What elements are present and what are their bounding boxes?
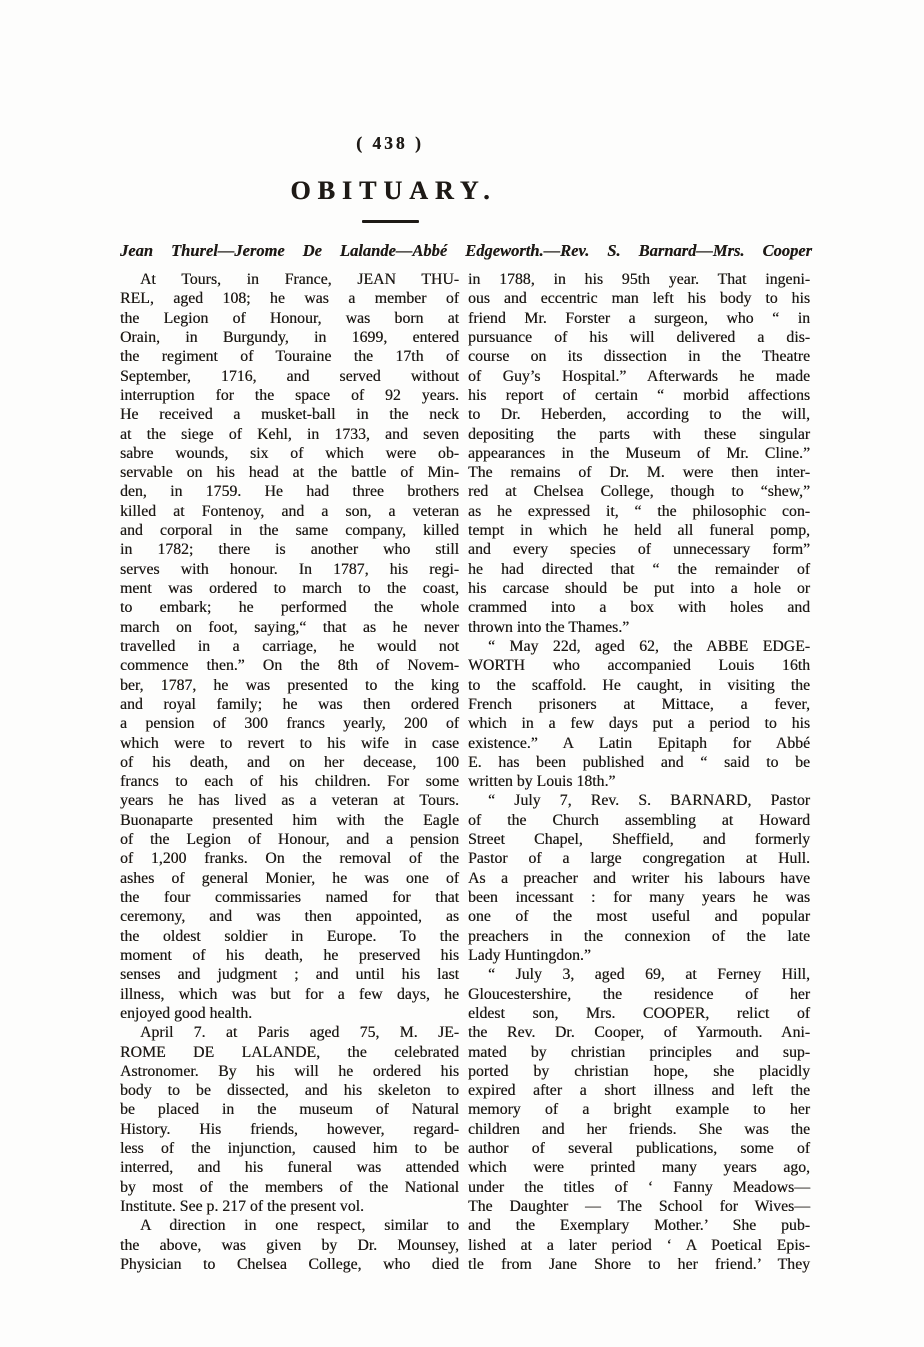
text-line: preachers in the connexion of the late: [468, 927, 810, 945]
text-line: one of the most useful and popular: [468, 908, 810, 926]
text-line: killed at Fontenoy, and a son, a veteran: [120, 502, 459, 520]
text-line: memory of a bright example to her: [468, 1101, 810, 1119]
text-line: the four commissaries named for that: [120, 889, 459, 906]
text-line: “ July 7, Rev. S. BARNARD, Pastor: [488, 792, 810, 810]
text-line: as he expressed it, “ the philosophic con-: [468, 502, 810, 520]
text-line: of 1,200 franks. On the removal of the: [120, 850, 459, 868]
paragraph: [120, 1023, 459, 1216]
text-line: illness, which was but for a few days, he: [120, 985, 459, 1003]
text-line: Astronomer. By his will he ordered his: [120, 1062, 459, 1080]
text-line: depositing the parts with these singular: [468, 425, 810, 443]
text-line: September, 1716, and served without: [120, 367, 459, 385]
text-line: less of the injunction, caused him to be: [120, 1140, 459, 1158]
text-line: the regiment of Touraine the 17th of: [120, 348, 459, 366]
text-line: and royal family; he was then ordered: [120, 695, 459, 713]
paragraph: [120, 1216, 459, 1274]
text-line: ported by christian hope, she placidly: [468, 1062, 810, 1080]
page-header: [44, 133, 736, 223]
page-content: [120, 0, 812, 1274]
text-line: in 1788, in his 95th year. That ingeni-: [468, 271, 810, 288]
text-line: ment was ordered to march to the coast,: [120, 580, 459, 597]
left-column: [120, 270, 459, 1274]
text-line: at the siege of Kehl, in 1733, and seven: [120, 425, 459, 443]
text-line: the above, was given by Dr. Mounsey,: [120, 1236, 459, 1254]
text-line: ber, 1787, he was presented to the king: [120, 676, 459, 694]
text-line: course on its dissection in the Theatre: [468, 348, 810, 366]
text-line: The Daughter — The School for Wives—: [468, 1198, 810, 1215]
text-line: Buonaparte presented him with the Eagle: [120, 811, 459, 829]
text-line: his report of certain “ morbid affections: [468, 386, 810, 404]
text-line: tempt in which he held all funeral pomp,: [468, 522, 810, 540]
text-line: his carcase should be put into a hole or: [468, 580, 810, 597]
text-line: ceremony, and was then appointed, as: [120, 908, 459, 926]
text-line: senses and judgment ; and until his last: [120, 966, 459, 984]
text-line: Lady Huntingdon.”: [468, 946, 591, 964]
text-line: The remains of Dr. M. were then inter-: [468, 464, 810, 482]
text-line: a pension of 300 francs yearly, 200 of: [120, 715, 459, 733]
text-line: march on foot, saying,“ that as he never: [120, 618, 459, 636]
text-line: the oldest soldier in Europe. To the: [120, 927, 459, 945]
text-line: in 1782; there is another who still: [120, 541, 459, 559]
text-line: by most of the members of the National: [120, 1178, 459, 1196]
text-line: the Legion of Honour, was born at: [120, 309, 459, 327]
text-line: he had directed that “ the remainder of: [468, 560, 810, 578]
text-line: As a preacher and writer his labours have: [468, 869, 810, 887]
text-line: Pastor of a large congregation at Hull.: [468, 850, 810, 868]
text-line: to the scaffold. He caught, in visiting the: [468, 676, 810, 694]
text-line: A direction in one respect, similar to: [140, 1217, 459, 1235]
text-line: moment of his death, he preserved his: [120, 946, 459, 964]
text-line: years he has lived as a veteran at Tours.: [120, 792, 459, 810]
text-line: Street Chapel, Sheffield, and formerly: [468, 831, 810, 849]
text-line: red at Chelsea College, though to “shew,”: [468, 483, 810, 501]
text-line: History. His friends, however, regard-: [120, 1120, 459, 1138]
right-column: [468, 270, 810, 1274]
text-line: serves with honour. In 1787, his regi-: [120, 560, 459, 578]
text-line: which in a few days put a period to his: [468, 715, 810, 733]
text-line: francs to each of his children. For some: [120, 773, 459, 791]
text-line: tle from Jane Shore to her friend.’ They: [468, 1255, 810, 1273]
title-divider: [362, 220, 419, 223]
text-line: den, in 1759. He had three brothers: [120, 483, 459, 501]
paragraph: [120, 270, 459, 1023]
text-line: mated by christian principles and sup-: [468, 1043, 810, 1061]
text-line: which were to revert to his wife in case: [120, 734, 459, 752]
page-title: OBITUARY.: [290, 176, 497, 205]
page-number: ( 438 ): [356, 133, 424, 153]
text-line: under the titles of ‘ Fanny Meadows—: [468, 1178, 810, 1196]
text-line: friend Mr. Forster a surgeon, who “ in: [468, 309, 810, 327]
text-line: sabre wounds, six of which were ob-: [120, 444, 459, 462]
text-line: REL, aged 108; he was a member of: [120, 290, 459, 308]
text-line: lished at a later period ‘ A Poetical Epis-: [468, 1236, 810, 1254]
text-line: and the Exemplary Mother.’ She pub-: [468, 1217, 810, 1235]
text-line: E. has been published and “ said to be: [468, 753, 810, 771]
text-line: interred, and his funeral was attended: [120, 1159, 459, 1177]
text-line: ous and eccentric man left his body to his: [468, 290, 810, 308]
text-line: “ May 22d, aged 62, the ABBE EDGE-: [488, 637, 810, 655]
text-line: ashes of general Monier, he was one of: [120, 869, 459, 887]
text-line: At Tours, in France, JEAN THU-: [140, 271, 459, 288]
text-line: appearances in the Museum of Mr. Cline.”: [468, 444, 810, 462]
text-line: Institute. See p. 217 of the present vol.: [120, 1198, 364, 1215]
text-line: servable on his head at the battle of Min-: [120, 464, 459, 482]
text-line: body to be dissected, and his skeleton to: [120, 1082, 459, 1100]
text-line: children and her friends. She was the: [468, 1120, 810, 1138]
text-line: author of several publications, some of: [468, 1140, 810, 1158]
text-line: He received a musket-ball in the neck: [120, 406, 459, 424]
text-line: crammed into a box with holes and: [468, 599, 810, 617]
text-line: of Guy’s Hospital.” Afterwards he made: [468, 367, 810, 385]
paragraph: [468, 791, 810, 965]
text-line: of his death, and on her decease, 100: [120, 753, 459, 771]
text-line: and corporal in the same company, killed: [120, 522, 459, 540]
text-line: written by Louis 18th.”: [468, 773, 616, 791]
paragraph: [468, 965, 810, 1274]
paragraph: [468, 270, 810, 637]
text-line: to Dr. Heberden, according to the will,: [468, 406, 810, 424]
text-line: French prisoners at Mittace, a fever,: [468, 695, 810, 713]
text-line: Orain, in Burgundy, in 1699, entered: [120, 328, 459, 346]
text-line: Gloucestershire, the residence of her: [468, 985, 810, 1003]
text-line: of the Church assembling at Howard: [468, 811, 810, 829]
obituary-subject-line: Jean Thurel—Jerome De Lalande—Abbé Edgeworth.—Rev. S. Barnard—Mrs. Cooper: [120, 241, 812, 260]
text-line: “ July 3, aged 69, at Ferney Hill,: [488, 966, 810, 984]
text-line: and every species of unnecessary form”: [468, 541, 810, 559]
text-line: expired after a short illness and left the: [468, 1082, 810, 1100]
text-line: to embark; he performed the whole: [120, 599, 459, 617]
text-line: existence.” A Latin Epitaph for Abbé: [468, 734, 810, 752]
text-line: been incessant : for many years he was: [468, 889, 810, 906]
text-line: Physician to Chelsea College, who died: [120, 1255, 459, 1273]
text-line: travelled in a carriage, he would not: [120, 637, 459, 655]
text-line: eldest son, Mrs. COOPER, relict of: [468, 1004, 810, 1022]
text-line: the Rev. Dr. Cooper, of Yarmouth. Ani-: [468, 1024, 810, 1042]
text-line: which were printed many years ago,: [468, 1159, 810, 1177]
text-line: enjoyed good health.: [120, 1004, 253, 1022]
text-columns: [120, 270, 812, 1274]
text-line: April 7. at Paris aged 75, M. JE-: [140, 1024, 459, 1042]
paragraph: [468, 637, 810, 792]
text-line: be placed in the museum of Natural: [120, 1101, 459, 1119]
text-line: pursuance of his will delivered a dis-: [468, 328, 810, 346]
text-line: thrown into the Thames.”: [468, 618, 630, 636]
text-line: of the Legion of Honour, and a pension: [120, 831, 459, 849]
text-line: ROME DE LALANDE, the celebrated: [120, 1043, 459, 1061]
text-line: interruption for the space of 92 years.: [120, 386, 459, 404]
text-line: WORTH who accompanied Louis 16th: [468, 657, 810, 675]
text-line: commence then.” On the 8th of Novem-: [120, 657, 459, 675]
